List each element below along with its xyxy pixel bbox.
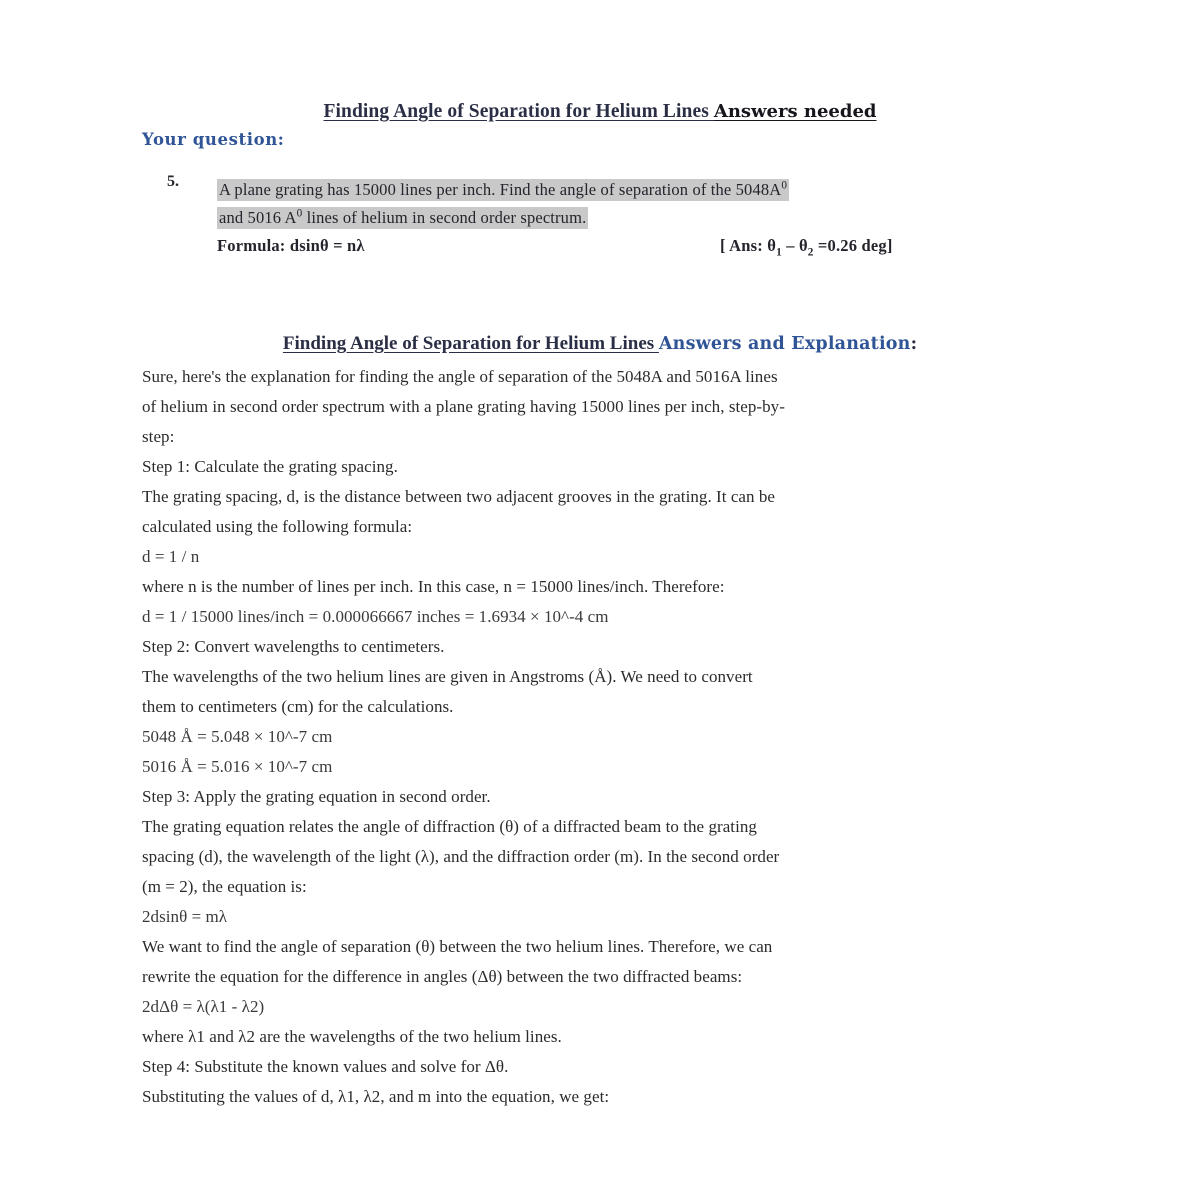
- body-line: calculated using the following formula:: [142, 517, 413, 536]
- question-text: [217, 173, 965, 230]
- body-line: The wavelengths of the two helium lines are given in Angstroms (Å). We need to convert: [142, 667, 753, 686]
- body-line: 5048 Å = 5.048 × 10^-7 cm: [142, 727, 333, 746]
- answer-subscript-1: 1: [776, 246, 782, 259]
- question-line-1: [217, 179, 789, 201]
- answer-subscript-2: 2: [807, 246, 814, 259]
- body-line: 2dsinθ = mλ: [142, 907, 228, 926]
- page-title: [140, 100, 1060, 124]
- question-line-2-prefix: and 5016 A: [219, 208, 297, 227]
- body-line: them to centimeters (cm) for the calculations.: [142, 697, 454, 716]
- question-line-1-text: A plane grating has 15000 lines per inch. Find the angle of separation of the 5048A: [219, 179, 782, 199]
- question-number: 5.: [167, 173, 179, 190]
- page-title-main: Finding Angle of Separation for Helium Lines: [323, 101, 714, 122]
- question-answer-key: [720, 235, 893, 263]
- answer-section-heading: [140, 332, 1060, 356]
- question-line-2-superscript: 0: [296, 207, 303, 220]
- body-line: spacing (d), the wavelength of the light (λ), and the diffraction order (m). In the second order: [142, 847, 780, 866]
- body-line: rewrite the equation for the difference in angles (Δθ) between the two diffracted beams:: [142, 967, 743, 986]
- body-line: The grating spacing, d, is the distance between two adjacent grooves in the grating. It can be: [142, 487, 776, 506]
- body-line: Step 1: Calculate the grating spacing.: [142, 457, 398, 476]
- answer-close: =0.26 deg]: [813, 236, 893, 255]
- answer-heading-blue: Answers and Explanation: [658, 334, 911, 354]
- question-line-1-superscript: 0: [781, 179, 788, 191]
- question-formula-row: [217, 235, 965, 259]
- explanation-body: [142, 362, 1060, 1112]
- body-line: The grating equation relates the angle of diffraction (θ) of a diffracted beam to the grating: [142, 817, 757, 836]
- body-line: We want to find the angle of separation (θ) between the two helium lines. Therefore, we can: [142, 937, 773, 956]
- body-line: where n is the number of lines per inch. In this case, n = 15000 lines/inch. Therefore:: [142, 577, 725, 596]
- body-line: step:: [142, 427, 175, 446]
- body-line: Step 3: Apply the grating equation in second order.: [142, 787, 491, 806]
- body-line: Substituting the values of d, λ1, λ2, and m into the equation, we get:: [142, 1087, 610, 1106]
- body-line: Sure, here's the explanation for finding the angle of separation of the 5048A and 5016A lines: [142, 367, 778, 386]
- page-title-suffix: Answers needed: [713, 101, 877, 122]
- question-formula: Formula: dsinθ = nλ: [217, 236, 365, 255]
- body-line: (m = 2), the equation is:: [142, 877, 307, 896]
- body-line: where λ1 and λ2 are the wavelengths of the two helium lines.: [142, 1027, 562, 1046]
- body-line: of helium in second order spectrum with a plane grating having 15000 lines per inch, step-by-: [142, 397, 785, 416]
- question-line-2: [217, 207, 588, 229]
- body-line: 5016 Å = 5.016 × 10^-7 cm: [142, 757, 333, 776]
- answer-open: [ Ans: θ: [720, 236, 777, 255]
- question-block: [155, 173, 965, 259]
- body-line: d = 1 / 15000 lines/inch = 0.000066667 inches = 1.6934 × 10^-4 cm: [142, 607, 609, 626]
- body-line: 2dΔθ = λ(λ1 - λ2): [142, 997, 265, 1016]
- answer-heading-colon: :: [910, 334, 918, 354]
- answer-mid: – θ: [781, 236, 808, 255]
- answer-heading-main: Finding Angle of Separation for Helium Lines: [282, 333, 659, 354]
- body-line: d = 1 / n: [142, 547, 200, 566]
- question-row: [155, 173, 965, 230]
- body-line: Step 2: Convert wavelengths to centimeters.: [142, 637, 445, 656]
- body-line: Step 4: Substitute the known values and solve for Δθ.: [142, 1057, 509, 1076]
- question-line-2-suffix: lines of helium in second order spectrum.: [302, 208, 587, 227]
- your-question-label: Your question:: [142, 130, 285, 149]
